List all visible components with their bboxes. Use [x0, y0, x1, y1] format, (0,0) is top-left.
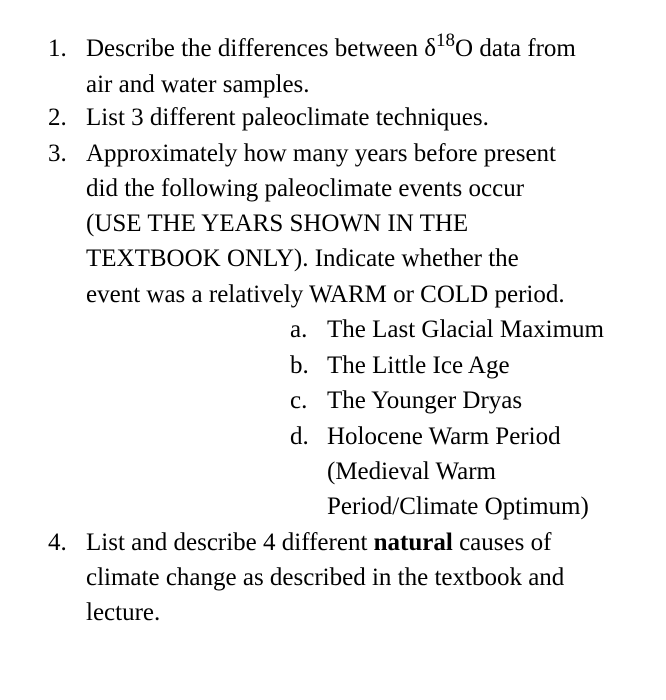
question-4-text: List and describe 4 different: [86, 529, 374, 556]
subitem-letter: a.: [290, 316, 308, 343]
question-4-line-3: lecture.: [86, 599, 161, 626]
question-4-text: causes of: [452, 529, 552, 556]
subitem-d-line-1: Holocene Warm Period: [327, 423, 561, 450]
question-number: 3.: [48, 140, 67, 167]
question-1-text: O data from: [455, 35, 576, 62]
subitem-letter: d.: [290, 423, 309, 450]
question-number: 1.: [48, 35, 67, 62]
question-1-line-1: [86, 30, 576, 64]
subitem-letter: c.: [290, 387, 308, 414]
subitem-a-line-1: The Last Glacial Maximum: [327, 316, 605, 343]
question-2-line-1: List 3 different paleoclimate techniques.: [86, 104, 489, 131]
question-3-line-5: event was a relatively WARM or COLD period.: [86, 281, 565, 308]
question-4-line-2: climate change as described in the textbook and: [86, 564, 565, 591]
question-3-line-4: TEXTBOOK ONLY). Indicate whether the: [86, 245, 519, 272]
question-number: 2.: [48, 104, 67, 131]
question-1-line-2: air and water samples.: [86, 71, 310, 98]
question-1-text: Describe the differences between δ: [86, 35, 437, 62]
question-number: 4.: [48, 529, 67, 556]
question-3-line-3: (USE THE YEARS SHOWN IN THE: [86, 210, 469, 237]
question-3-line-1: Approximately how many years before present: [86, 140, 556, 167]
subitem-letter: b.: [290, 352, 309, 379]
isotope-superscript: 18: [436, 30, 456, 51]
question-3-line-2: did the following paleoclimate events occur: [86, 175, 525, 202]
subitem-b-line-1: The Little Ice Age: [327, 352, 510, 379]
emphasis-natural: natural: [373, 529, 453, 556]
question-4-line-1: [86, 528, 551, 558]
subitem-c-line-1: The Younger Dryas: [327, 387, 523, 414]
subitem-d-line-3: Period/Climate Optimum): [327, 493, 589, 520]
subitem-d-line-2: (Medieval Warm: [327, 458, 496, 485]
